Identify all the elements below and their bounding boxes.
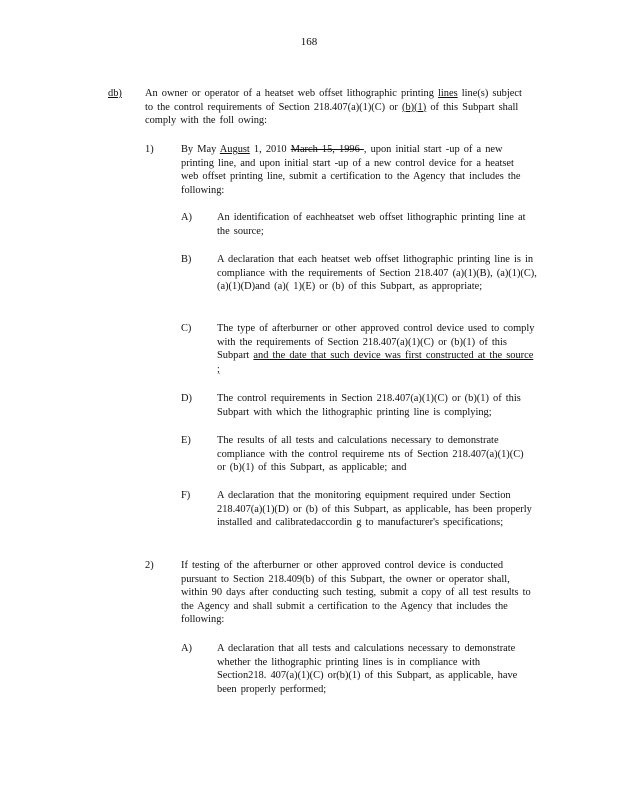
- section-label: db): [108, 88, 122, 99]
- underlined-text: lines: [438, 88, 458, 99]
- underlined-text: August: [219, 144, 250, 155]
- underlined-text: and the date that such device was first constructed at the source: [253, 350, 534, 362]
- subitem-label: E): [181, 435, 191, 446]
- subitem-text: A declaration that each heatset web offset lithographic printing line is in compliance with the requirements of Section 218.407 (a)(1)(B), (a)(1)(C), (a)(1)(D)and (a)( 1)(E) or (b) of this Subpart, as appropriate;: [217, 254, 537, 293]
- item-label: 2): [145, 560, 154, 571]
- subitem-label: C): [181, 323, 192, 334]
- subitem-text: The type of afterburner or other approved control device used to comply with the requirements of Section 218.407(a)(1)(C) or (b)(1) of this Subpart and the date that such device was first constructed at the source ;: [217, 323, 535, 375]
- subitem-text: The control requirements in Section 218.407(a)(1)(C) or (b)(1) of this Subpart with which the lithographic printing line is complying;: [217, 393, 521, 418]
- underlined-text: ;: [217, 363, 220, 375]
- underlined-text: (b)(1): [401, 101, 427, 113]
- item-text: If testing of the afterburner or other approved control device is conducted pursuant to Section 218.409(b) of this Subpart, the owner or operator shall, within 90 days after conducting such testing, submit a copy of all test results to the Agency and shall submit a certification to the Agency that includes the following:: [181, 560, 531, 626]
- page-number: 168: [300, 36, 318, 48]
- subitem-text: The results of all tests and calculations necessary to demonstrate compliance with the control requireme nts of Section 218.407(a)(1)(C) or (b)(1) of this Subpart, as applicable; and: [217, 435, 524, 474]
- subitem-label: D): [181, 393, 192, 404]
- subitem-text: A declaration that the monitoring equipment required under Section 218.407(a)(1)(D) or (b) of this Subpart, as applicable, has been properly installed and calibratedaccordin g to manufacturer's specifications;: [217, 490, 532, 529]
- subitem-text: A declaration that all tests and calculations necessary to demonstrate whether the lithographic printing lines is in compliance with Section218. 407(a)(1)(C) or(b)(1) of this Subpart, as applicable, have been properly performed;: [217, 643, 518, 695]
- subitem-label: A): [181, 643, 192, 654]
- item-text: By May August 1, 2010 March 15, 1996 , upon initial start -up of a new printing line, and upon initial start -up of a new control device for a heatset web offset printing line, submit a certification to the Agency that includes the following:: [181, 144, 521, 196]
- struck-text: March 15, 1996: [290, 144, 364, 155]
- subitem-label: B): [181, 254, 192, 265]
- subitem-label: F): [181, 490, 191, 501]
- subitem-label: A): [181, 212, 192, 223]
- subitem-text: An identification of eachheatset web offset lithographic printing line at the source;: [217, 212, 526, 237]
- item-label: 1): [145, 144, 154, 155]
- section-text: An owner or operator of a heatset web offset lithographic printing lines line(s) subject to the control requirements of Section 218.407(a)(1)(C) or (b)(1) of this Subpart shall comply with the foll owing:: [145, 88, 522, 127]
